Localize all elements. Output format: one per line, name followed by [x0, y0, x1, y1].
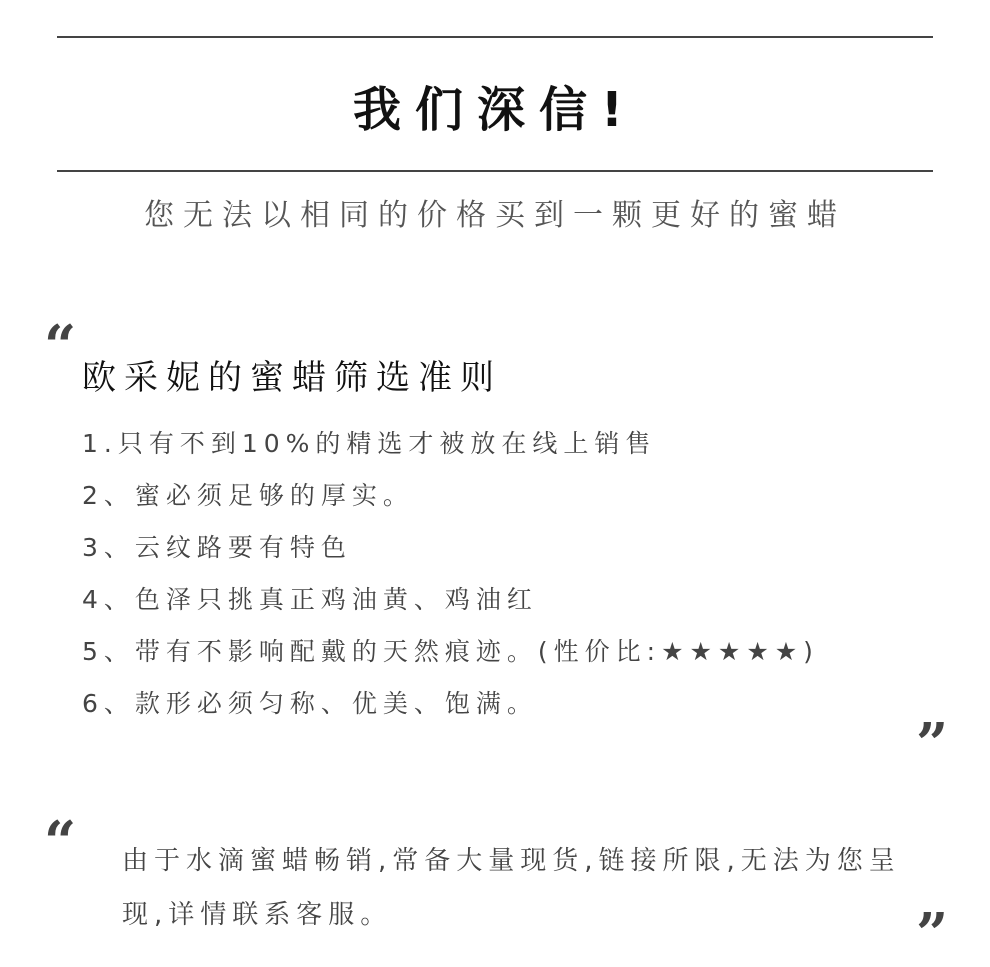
- open-quote-icon: “: [44, 313, 77, 379]
- criteria-item-2: 2、蜜必须足够的厚实。: [82, 481, 414, 510]
- close-quote-icon: ”: [916, 711, 949, 777]
- criteria-list: [82, 422, 819, 734]
- close-quote-icon: ”: [916, 901, 949, 967]
- open-quote-icon: “: [44, 809, 77, 875]
- page-subheadline: 您无法以相同的价格买到一颗更好的蜜蜡: [144, 198, 846, 233]
- criteria-item-3: 3、云纹路要有特色: [82, 533, 352, 562]
- criteria-item-5: 5、带有不影响配戴的天然痕迹。(性价比:★★★★★): [82, 637, 819, 666]
- bottom-divider: [57, 170, 933, 172]
- top-divider: [57, 36, 933, 38]
- criteria-item-4: 4、色泽只挑真正鸡油黄、鸡油红: [82, 585, 538, 614]
- criteria-item-6: 6、款形必须匀称、优美、饱满。: [82, 689, 538, 718]
- criteria-title: 欧采妮的蜜蜡筛选准则: [82, 358, 502, 398]
- page-headline: 我们深信!: [353, 82, 637, 138]
- stock-notice: 由于水滴蜜蜡畅销,常备大量现货,链接所限,无法为您呈现,详情联系客服。: [122, 846, 901, 930]
- criteria-item-1: 1.只有不到10%的精选才被放在线上销售: [82, 429, 657, 458]
